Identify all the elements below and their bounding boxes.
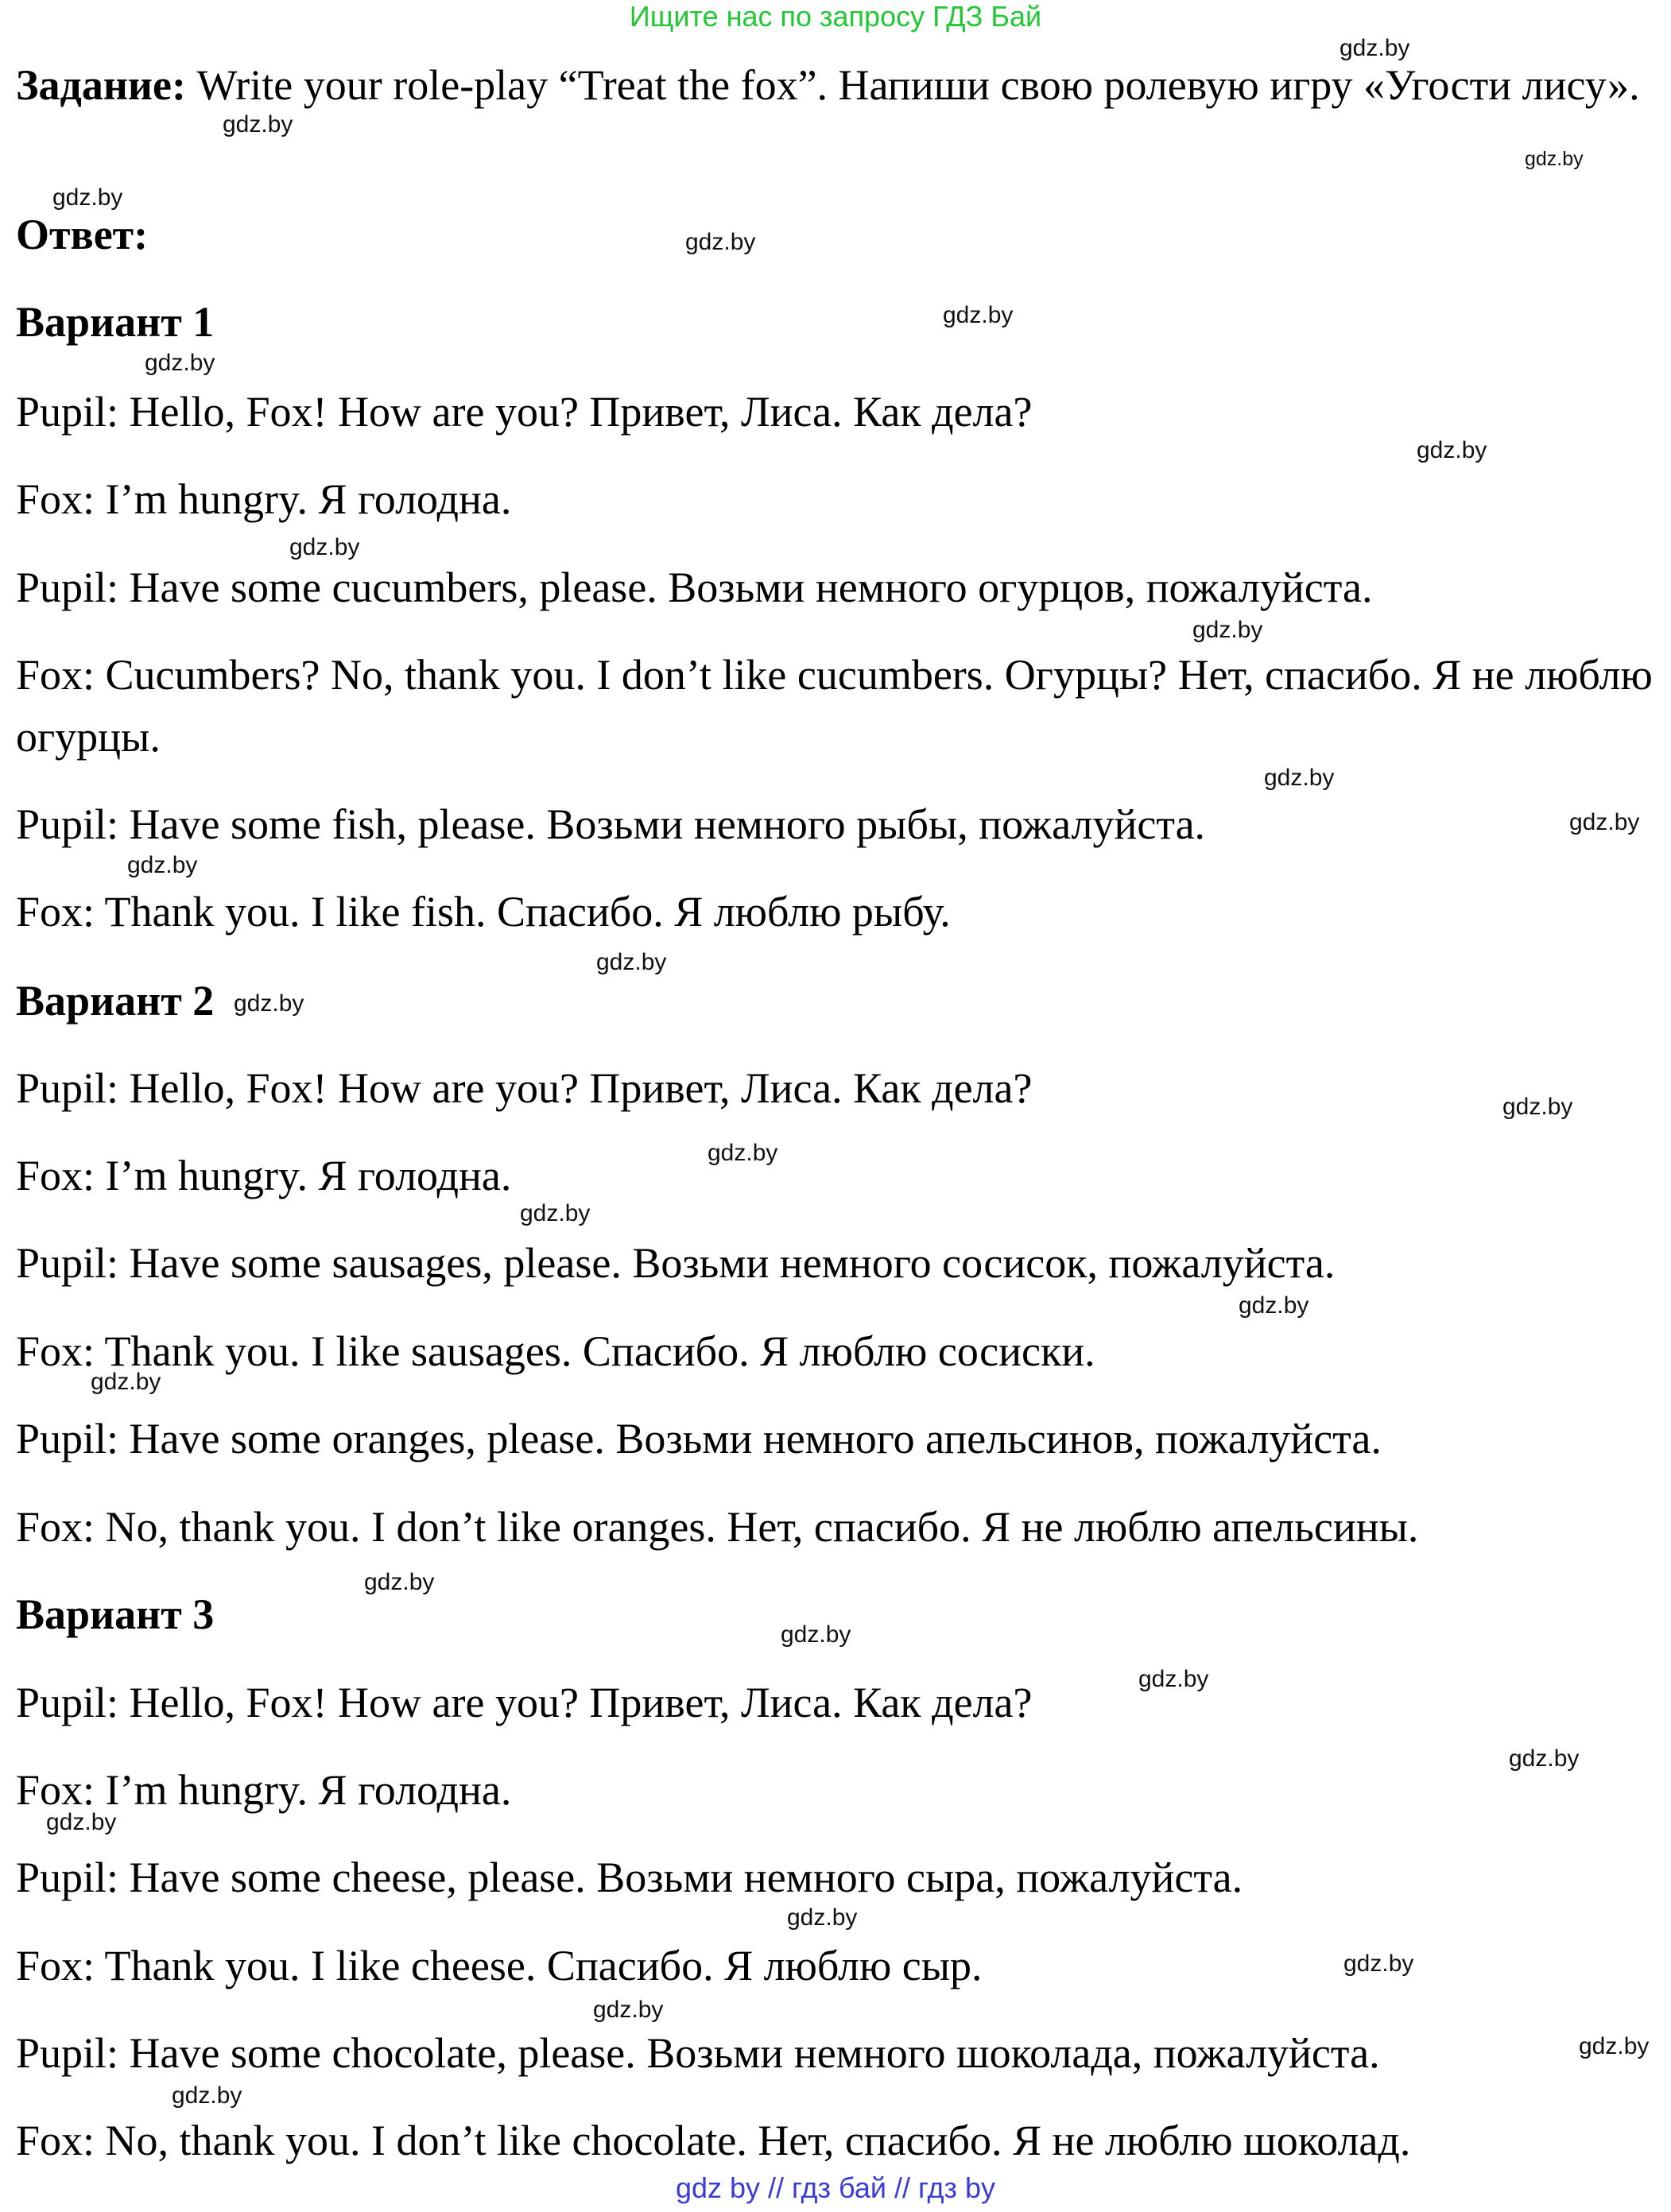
watermark: gdz.by [596, 949, 667, 975]
variant-2-title: Вариант 2 [16, 977, 215, 1025]
variant-3-line-5: Pupil: Have some chocolate, please. Возьми немного шоколада, пожалуйста. [16, 2029, 1380, 2077]
watermark: gdz.by [46, 1809, 117, 1835]
footer-links[interactable]: gdz by // гдз бай // гдз by [675, 2171, 996, 2204]
variant-2-line-2: Fox: I’m hungry. Я голодна. [16, 1152, 512, 1199]
task-paragraph [16, 54, 1654, 116]
watermark: gdz.by [1343, 1951, 1414, 1977]
watermark: gdz.by [685, 229, 756, 255]
watermark: gdz.by [127, 852, 198, 878]
watermark: gdz.by [172, 2082, 242, 2109]
variant-1-line-4: Fox: Cucumbers? No, thank you. I don’t like cucumbers. Огурцы? Нет, спасибо. Я не люблю огурцы. [16, 651, 1653, 761]
variant-1-title: Вариант 1 [16, 298, 215, 346]
variant-3-title: Вариант 3 [16, 1590, 215, 1638]
watermark: gdz.by [520, 1200, 591, 1226]
watermark: gdz.by [1417, 437, 1487, 463]
variant-1-line-5: Pupil: Have some fish, please. Возьми немного рыбы, пожалуйста. [16, 800, 1206, 848]
variant-2-line-5: Pupil: Have some oranges, please. Возьми немного апельсинов, пожалуйста. [16, 1415, 1382, 1462]
variant-1-line-6: Fox: Thank you. I like fish. Спасибо. Я люблю рыбу. [16, 888, 951, 936]
variant-3-line-3: Pupil: Have some cheese, please. Возьми немного сыра, пожалуйста. [16, 1854, 1243, 1901]
watermark: gdz.by [787, 1904, 858, 1931]
task-text: Write your role-play “Treat the fox”. Напиши свою ролевую игру «Угости лису». [196, 61, 1640, 109]
watermark: gdz.by [943, 302, 1014, 328]
variant-1-line-3: Pupil: Have some cucumbers, please. Возьми немного огурцов, пожалуйста. [16, 564, 1373, 611]
watermark: gdz.by [52, 184, 123, 211]
watermark: gdz.by [1239, 1292, 1309, 1319]
variant-3-line-2: Fox: I’m hungry. Я голодна. [16, 1766, 512, 1814]
watermark: gdz.by [593, 1997, 664, 2023]
variant-3-line-4: Fox: Thank you. I like cheese. Спасибо. Я люблю сыр. [16, 1942, 983, 1989]
variant-2-line-3: Pupil: Have some sausages, please. Возьми немного сосисок, пожалуйста. [16, 1239, 1336, 1287]
task-label: Задание: [16, 61, 186, 109]
variant-3-line-1: Pupil: Hello, Fox! How are you? Привет, Лиса. Как дела? [16, 1679, 1033, 1726]
watermark: gdz.by [364, 1569, 435, 1595]
watermark: gdz.by [1138, 1666, 1209, 1692]
watermark: gdz.by [1192, 617, 1263, 643]
watermark: gdz.by [781, 1621, 851, 1648]
variant-3-line-6: Fox: No, thank you. I don’t like chocolate. Нет, спасибо. Я не люблю шоколад. [16, 2117, 1411, 2164]
watermark: gdz.by [145, 350, 215, 376]
watermark: gdz.by [1569, 809, 1640, 835]
watermark: gdz.by [1340, 35, 1410, 61]
watermark: gdz.by [234, 990, 304, 1017]
variant-1-line-1: Pupil: Hello, Fox! How are you? Привет, Лиса. Как дела? [16, 388, 1033, 436]
variant-2-line-4: Fox: Thank you. I like sausages. Спасибо. Я люблю сосиски. [16, 1327, 1095, 1375]
watermark: gdz.by [1502, 1094, 1573, 1120]
watermark: gdz.by [1525, 148, 1584, 170]
variant-2-line-6: Fox: No, thank you. I don’t like oranges. Нет, спасибо. Я не люблю апельсины. [16, 1503, 1419, 1551]
watermark: gdz.by [223, 111, 293, 138]
watermark: gdz.by [1264, 765, 1335, 791]
watermark: gdz.by [1579, 2033, 1650, 2059]
header-search-link[interactable]: Ищите нас по запросу ГДЗ Бай [629, 0, 1042, 33]
variant-2-line-1: Pupil: Hello, Fox! How are you? Привет, Лиса. Как дела? [16, 1064, 1033, 1112]
answer-label: Ответ: [16, 211, 149, 258]
watermark: gdz.by [1509, 1745, 1580, 1772]
watermark: gdz.by [708, 1140, 778, 1166]
watermark: gdz.by [289, 534, 360, 560]
variant-1-line-2: Fox: I’m hungry. Я голодна. [16, 475, 512, 523]
watermark: gdz.by [91, 1369, 161, 1395]
